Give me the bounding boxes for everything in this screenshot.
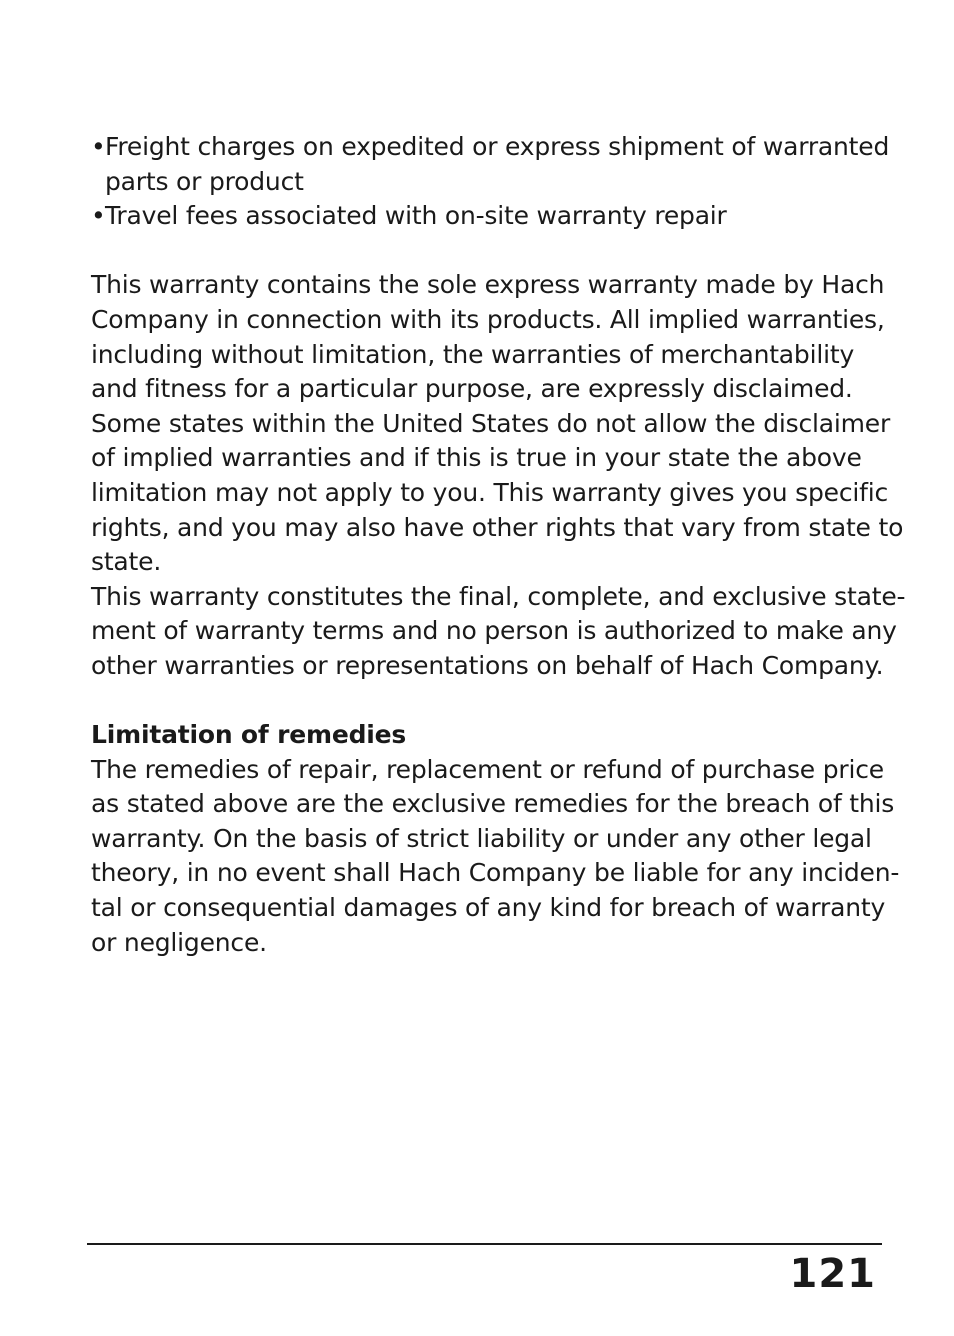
paragraph-line: of implied warranties and if this is true in your state the above xyxy=(91,443,862,473)
bullet-marker: • xyxy=(91,132,106,161)
paragraph-line: Company in connection with its products. All implied warranties, xyxy=(91,304,885,334)
page-number: 121 xyxy=(789,1251,876,1297)
paragraph-line: This warranty constitutes the final, complete, and exclusive state- xyxy=(91,581,906,611)
exclusions-list xyxy=(91,130,890,234)
paragraph-line: limitation may not apply to you. This warranty gives you specific xyxy=(91,477,888,507)
paragraph-line: Some states within the United States do not allow the disclaimer xyxy=(91,408,891,438)
footer-rule xyxy=(87,1243,882,1245)
list-item xyxy=(91,199,881,234)
paragraph-line: other warranties or representations on behalf of Hach Company. xyxy=(91,650,884,680)
limitation-heading: Limitation of remedies xyxy=(91,720,407,750)
paragraph-line: warranty. On the basis of strict liability or under any other legal xyxy=(91,823,872,853)
paragraph-spacer xyxy=(91,234,881,269)
paragraph-line: rights, and you may also have other rights that vary from state to xyxy=(91,512,904,542)
bullet-marker: • xyxy=(91,201,106,231)
paragraph-line: and fitness for a particular purpose, are expressly disclaimed. xyxy=(91,374,853,404)
warranty-paragraph xyxy=(91,268,904,579)
paragraph-line: ment of warranty terms and no person is authorized to make any xyxy=(91,616,897,646)
list-item-line: parts or product xyxy=(105,166,304,196)
paragraph-line: state. xyxy=(91,547,162,577)
paragraph-line: including without limitation, the warranties of merchantability xyxy=(91,339,855,369)
list-item xyxy=(91,130,890,199)
paragraph-line: or negligence. xyxy=(91,927,267,957)
paragraph-line: This warranty contains the sole express warranty made by Hach xyxy=(91,270,885,300)
paragraph-spacer xyxy=(91,684,881,719)
final-statement-paragraph xyxy=(91,580,906,684)
paragraph-line: The remedies of repair, replacement or refund of purchase price xyxy=(91,754,884,784)
page-content xyxy=(91,130,906,960)
limitation-paragraph xyxy=(91,753,900,961)
paragraph-line: as stated above are the exclusive remedies for the breach of this xyxy=(91,789,895,819)
list-item-line: Freight charges on expedited or express shipment of warranted xyxy=(105,132,890,161)
paragraph-line: theory, in no event shall Hach Company be liable for any inciden- xyxy=(91,858,900,888)
paragraph-line: tal or consequential damages of any kind for breach of warranty xyxy=(91,893,886,923)
list-item-line: Travel fees associated with on-site warranty repair xyxy=(105,201,727,231)
